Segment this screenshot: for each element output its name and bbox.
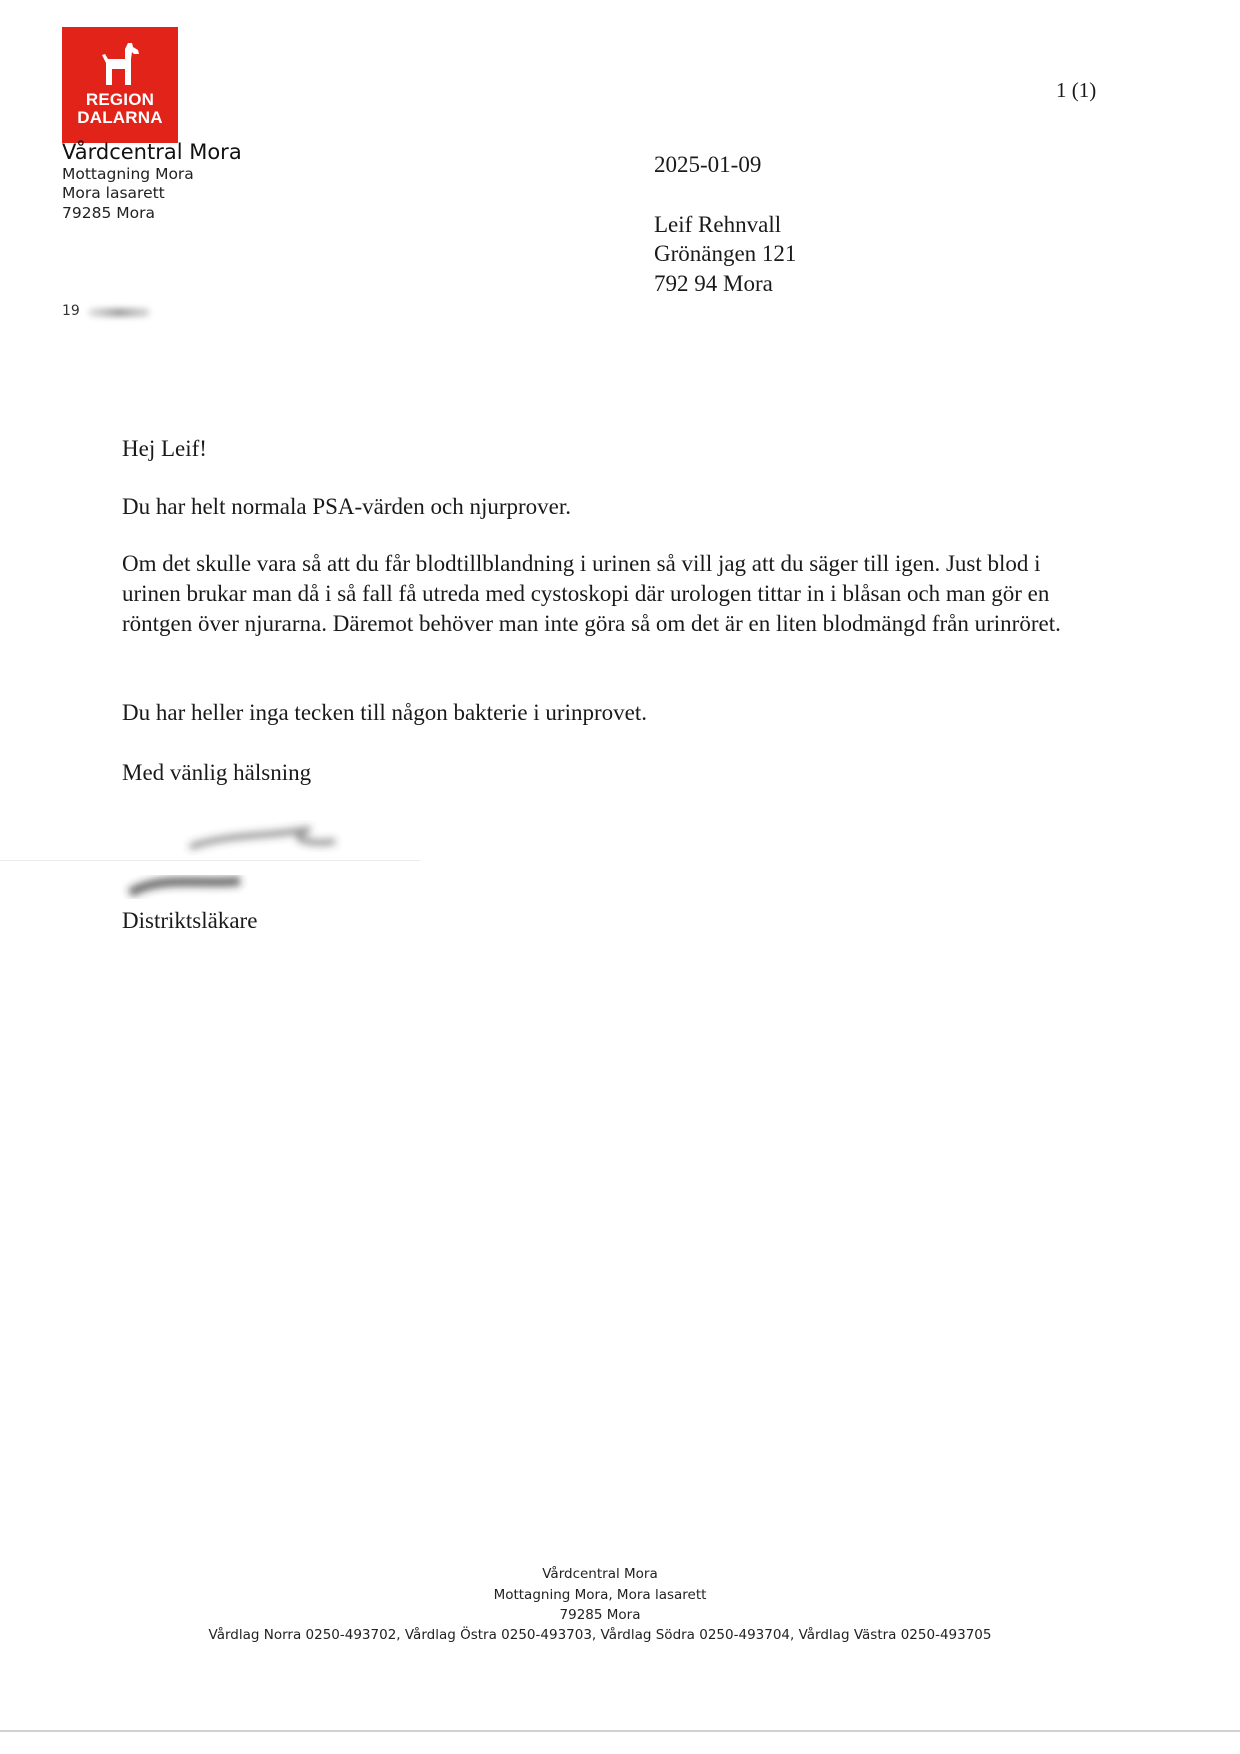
logo-text-dalarna: DALARNA	[77, 108, 163, 127]
recipient-name: Leif Rehnvall	[654, 212, 782, 237]
recipient-postal: 792 94 Mora	[654, 271, 773, 296]
footer-unit: Mottagning Mora, Mora lasarett	[493, 1587, 707, 1603]
sender-name: Vårdcentral Mora	[62, 140, 242, 164]
footer-phones: Vårdlag Norra 0250-493702, Vårdlag Östra 0250-493703, Vårdlag Södra 0250-493704, Vårdlag Västra 0250-493705	[208, 1627, 992, 1643]
closing: Med vänlig hälsning	[122, 760, 312, 785]
greeting: Hej Leif!	[122, 436, 207, 461]
paragraph-results: Du har helt normala PSA-värden och njurprover.	[122, 494, 572, 519]
reference-number: 19	[62, 303, 80, 319]
letter-date: 2025-01-09	[654, 152, 762, 177]
signer-title: Distriktsläkare	[122, 908, 258, 933]
sender-site: Mora lasarett	[62, 184, 165, 202]
logo-text-region: REGION	[85, 90, 155, 109]
region-dalarna-logo	[62, 27, 178, 143]
page-edge-line	[0, 1730, 1240, 1732]
reference-redaction	[88, 308, 150, 317]
page-number: 1 (1)	[1056, 78, 1097, 102]
footer-org: Vårdcentral Mora	[542, 1566, 658, 1582]
recipient-street: Grönängen 121	[654, 241, 797, 266]
footer-postal: 79285 Mora	[559, 1607, 641, 1623]
paragraph-urine-test: Du har heller inga tecken till någon bakterie i urinprovet.	[122, 700, 647, 725]
sender-postal: 79285 Mora	[62, 204, 155, 222]
paragraph-advice: Om det skulle vara så att du får blodtillblandning i urinen så vill jag att du säger till igen. Just blod i urinen brukar man då i så fall få utreda med cystoskopi där urologen tittar in i blåsan och man gör en röntgen över njurarna. Däremot behöver man inte göra så om det är en liten blodmängd från urinröret.	[122, 551, 1061, 636]
dala-horse-icon	[98, 41, 144, 87]
signature-redaction	[120, 815, 380, 905]
sender-unit: Mottagning Mora	[62, 165, 194, 183]
